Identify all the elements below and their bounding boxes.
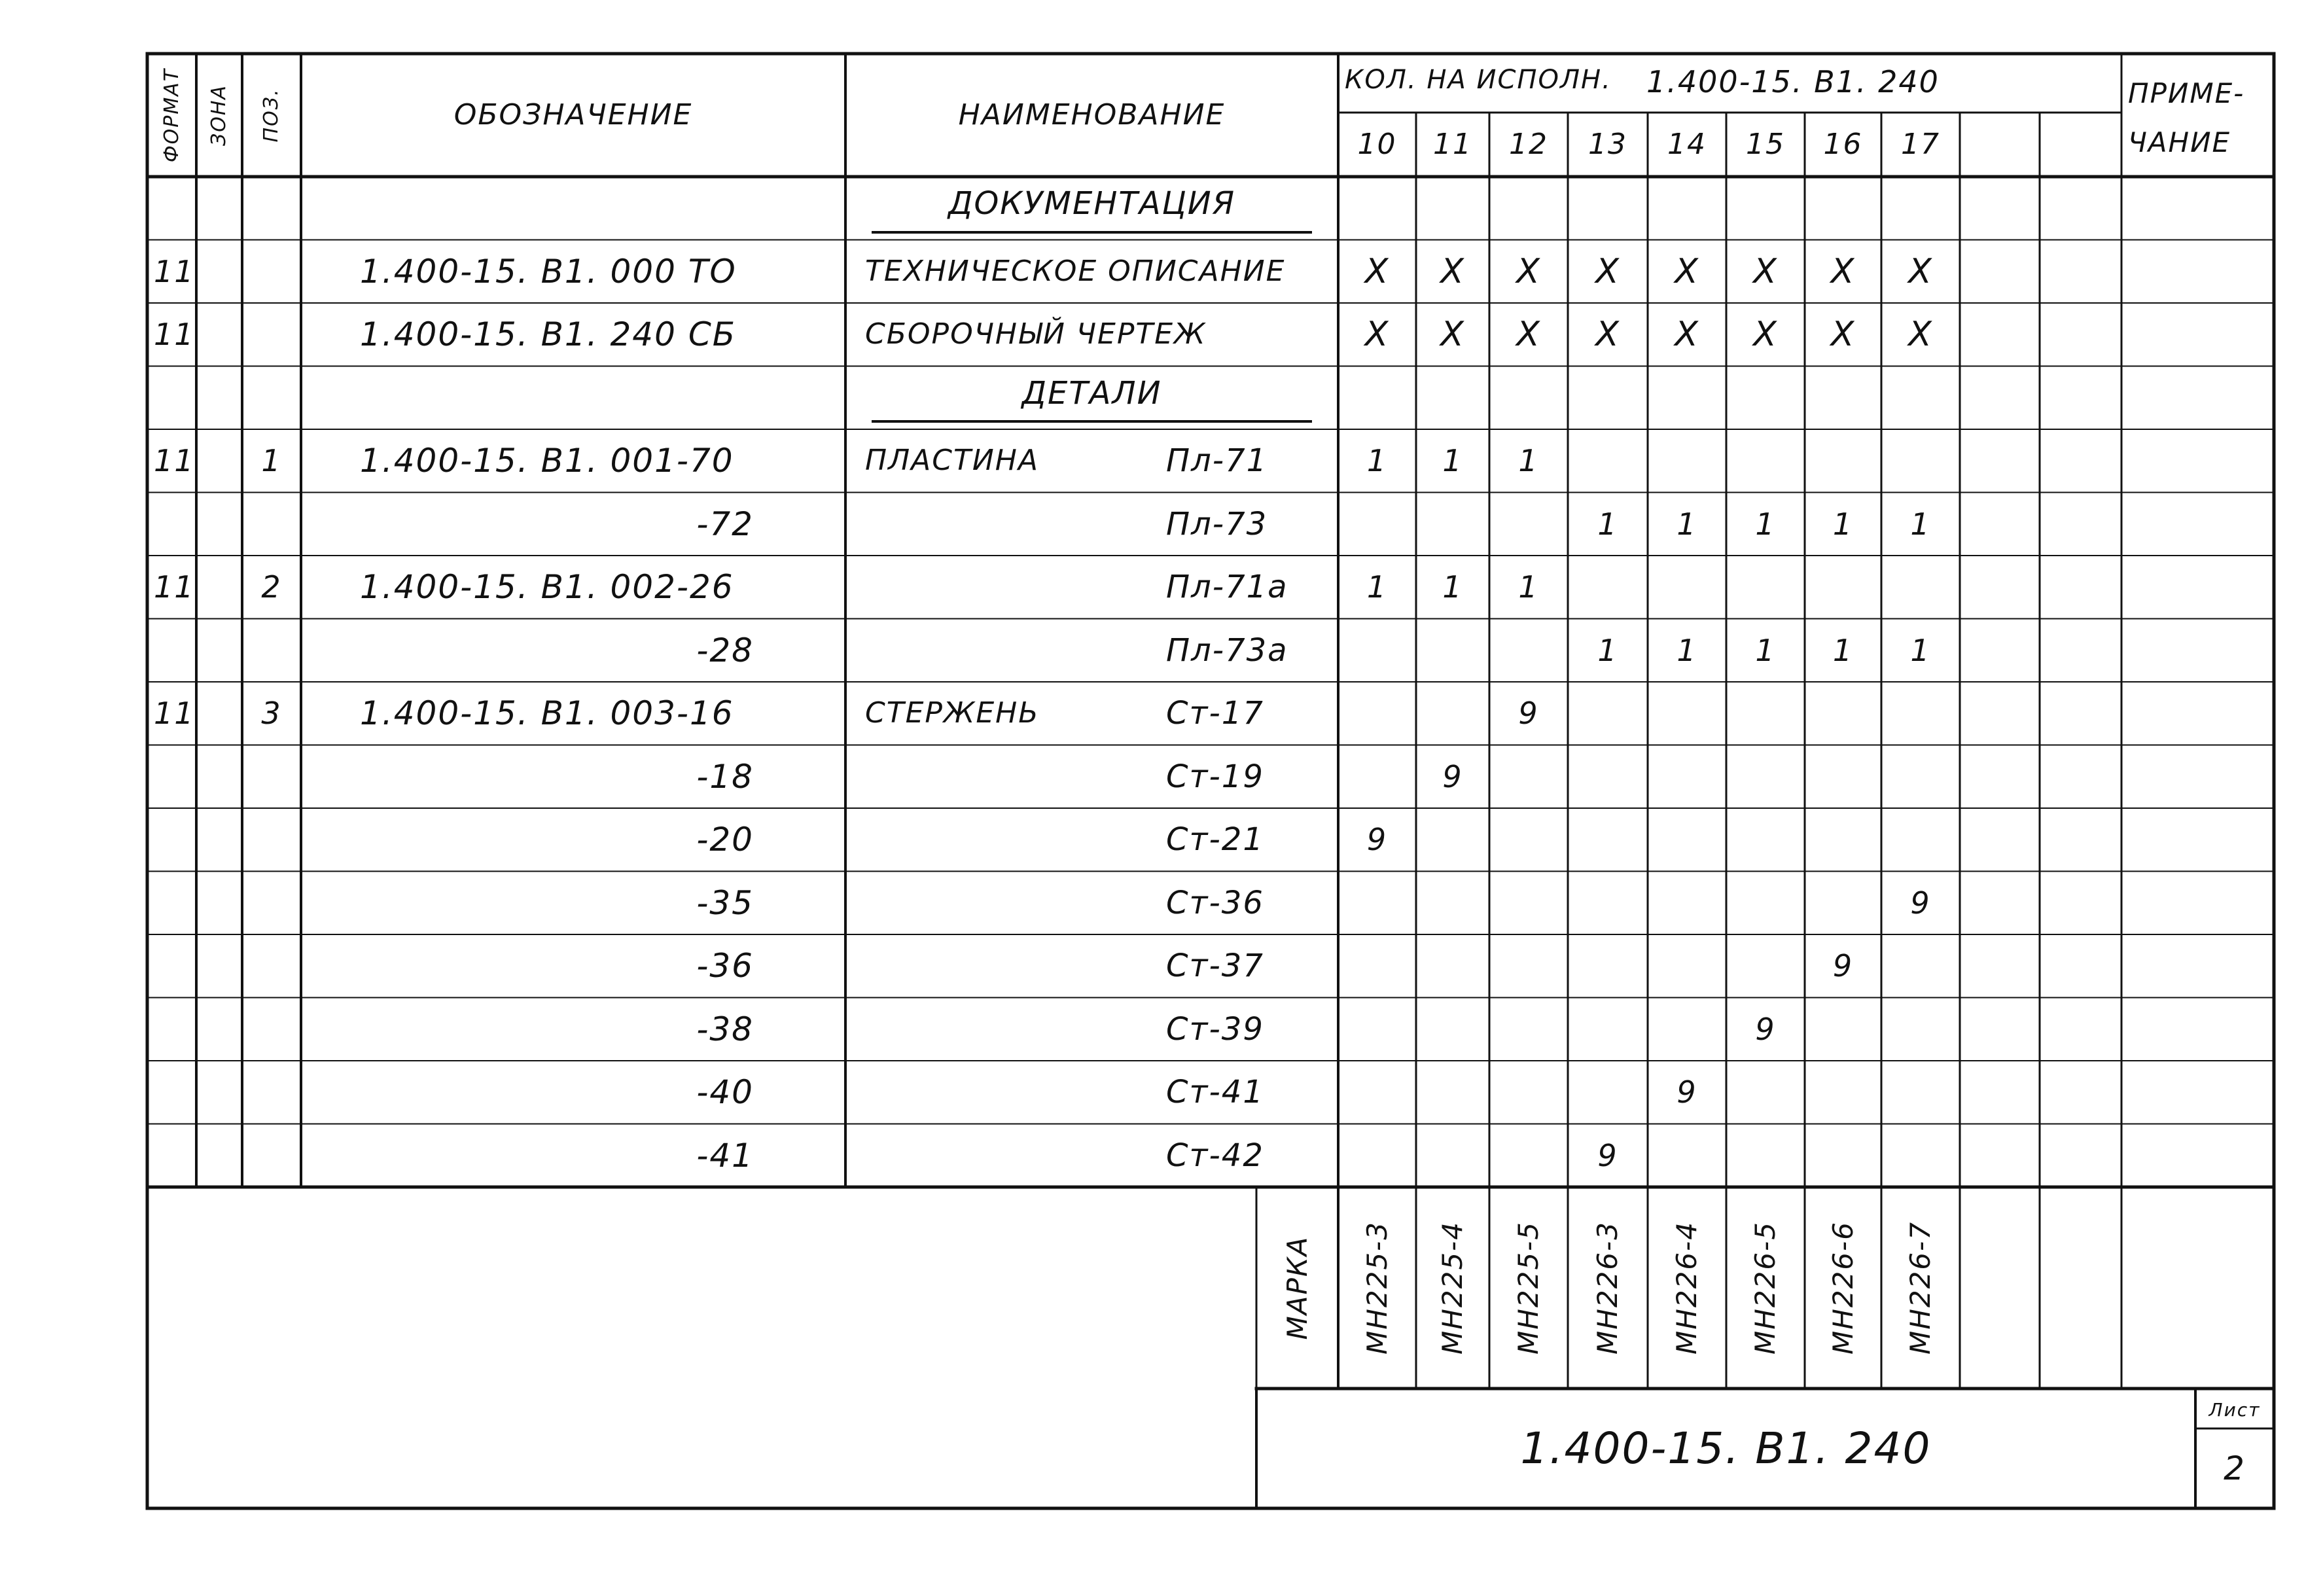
qty-cell: 1 (1442, 569, 1463, 605)
row-format: 11 (154, 253, 195, 289)
row-mark: Ст-41 (1166, 1074, 1264, 1110)
row-designation: 1.400-15. В1. 000 ТО (360, 252, 737, 291)
row-designation: 1.400-15. В1. 002-26 (360, 568, 734, 606)
qty-cell: 9 (1910, 885, 1931, 921)
row-designation: 1.400-15. В1. 001-70 (360, 442, 734, 480)
qty-cell: X (1675, 315, 1699, 354)
row-designation: -40 (696, 1073, 754, 1111)
mark-МН226-5: МН226-5 (1749, 1221, 1781, 1355)
qty-cell: 1 (1755, 632, 1776, 668)
header-variant-12: 12 (1509, 128, 1548, 161)
mark-МН226-3: МН226-3 (1591, 1221, 1623, 1355)
row-mark: Пл-73а (1166, 631, 1288, 669)
qty-cell: X (1908, 315, 1933, 354)
header-zone: ЗОНА (207, 84, 230, 146)
qty-cell: 1 (1442, 443, 1463, 478)
qty-cell: X (1908, 251, 1933, 291)
qty-cell: 9 (1366, 822, 1388, 857)
qty-cell: X (1516, 315, 1541, 354)
qty-cell: 1 (1366, 443, 1388, 478)
qty-cell: 1 (1676, 632, 1697, 668)
row-mark: Ст-42 (1166, 1137, 1264, 1174)
qty-cell: 1 (1755, 506, 1776, 542)
row-designation: -28 (696, 631, 754, 669)
row-format: 11 (154, 569, 195, 605)
qty-cell: X (1830, 315, 1856, 354)
header-variant-11: 11 (1433, 128, 1472, 161)
row-name: ТЕХНИЧЕСКОЕ ОПИСАНИЕ (865, 254, 1286, 288)
qty-cell: 1 (1910, 506, 1931, 542)
row-mark: Ст-17 (1166, 695, 1264, 732)
row-mark: Ст-21 (1166, 821, 1264, 858)
section-heading: ДОКУМЕНТАЦИЯ (872, 181, 1312, 234)
qty-cell: 1 (1910, 632, 1931, 668)
qty-cell: X (1753, 315, 1778, 354)
mark-МН225-5: МН225-5 (1512, 1221, 1544, 1355)
row-mark: Ст-37 (1166, 948, 1264, 984)
qty-cell: 1 (1518, 569, 1539, 605)
row-position: 1 (261, 443, 282, 478)
row-name: СБОРОЧНЫЙ ЧЕРТЕЖ (865, 317, 1207, 351)
row-designation: -72 (696, 505, 754, 543)
header-name: НАИМЕНОВАНИЕ (958, 98, 1226, 132)
qty-cell: X (1364, 315, 1390, 354)
marks-label: МАРКА (1281, 1235, 1313, 1340)
qty-cell: X (1753, 251, 1778, 291)
qty-cell: X (1595, 251, 1620, 291)
row-format: 11 (154, 317, 195, 352)
qty-cell: X (1364, 251, 1390, 291)
qty-cell: 9 (1755, 1011, 1776, 1047)
mark-МН226-4: МН226-4 (1671, 1221, 1703, 1355)
row-mark: Пл-71 (1166, 442, 1268, 479)
row-mark: Пл-71а (1166, 569, 1288, 605)
header-format: ФОРМАТ (160, 67, 183, 163)
row-name: СТЕРЖЕНЬ (865, 696, 1040, 730)
row-designation: -18 (696, 757, 754, 796)
row-format: 11 (154, 443, 195, 478)
header-variant-14: 14 (1667, 128, 1707, 161)
title-doc-number: 1.400-15. В1. 240 (1520, 1423, 1932, 1474)
qty-cell: X (1440, 315, 1465, 354)
qty-cell: X (1440, 251, 1465, 291)
header-designation: ОБОЗНАЧЕНИЕ (453, 98, 693, 132)
qty-cell: 9 (1676, 1074, 1697, 1110)
qty-cell: 9 (1518, 696, 1539, 731)
qty-cell: 1 (1832, 632, 1854, 668)
qty-cell: 1 (1597, 506, 1618, 542)
row-designation: -38 (696, 1010, 754, 1048)
qty-cell: 1 (1518, 443, 1539, 478)
qty-cell: 1 (1597, 632, 1618, 668)
mark-МН226-7: МН226-7 (1904, 1221, 1936, 1355)
header-variant-10: 10 (1357, 128, 1397, 161)
sheet-label: Лист (2208, 1399, 2261, 1421)
row-designation: 1.400-15. В1. 240 СБ (360, 315, 737, 353)
row-mark: Ст-39 (1166, 1010, 1264, 1048)
header-note: ПРИМЕ- (2128, 77, 2245, 109)
mark-МН225-3: МН225-3 (1360, 1221, 1393, 1355)
row-format: 11 (154, 696, 195, 731)
qty-cell: 1 (1366, 569, 1388, 605)
row-designation: -41 (696, 1136, 754, 1175)
header-variant-13: 13 (1588, 128, 1627, 161)
row-position: 2 (261, 569, 282, 605)
qty-cell: 1 (1676, 506, 1697, 542)
mark-МН225-4: МН225-4 (1436, 1221, 1468, 1355)
section-heading: ДЕТАЛИ (872, 370, 1312, 423)
header-pos: ПОЗ. (260, 88, 283, 143)
row-designation: -35 (696, 883, 754, 922)
row-mark: Ст-36 (1166, 884, 1264, 921)
header-qty-doc: 1.400-15. В1. 240 (1646, 64, 1940, 99)
header-variant-17: 17 (1901, 128, 1940, 161)
header-qty-title: КОЛ. НА ИСПОЛН. (1345, 65, 1612, 95)
qty-cell: X (1675, 251, 1699, 291)
mark-МН226-6: МН226-6 (1826, 1221, 1859, 1355)
row-designation: -36 (696, 947, 754, 985)
header-note: ЧАНИЕ (2128, 126, 2231, 158)
row-position: 3 (261, 696, 282, 731)
qty-cell: 9 (1597, 1137, 1618, 1173)
row-mark: Ст-19 (1166, 758, 1264, 795)
header-variant-15: 15 (1746, 128, 1785, 161)
qty-cell: X (1830, 251, 1856, 291)
qty-cell: 9 (1442, 758, 1463, 794)
row-designation: 1.400-15. В1. 003-16 (360, 694, 734, 732)
sheet-number: 2 (2224, 1449, 2246, 1487)
header-variant-16: 16 (1823, 128, 1863, 161)
row-mark: Пл-73 (1166, 505, 1268, 542)
qty-cell: X (1595, 315, 1620, 354)
row-name: ПЛАСТИНА (865, 444, 1039, 477)
qty-cell: 9 (1832, 948, 1854, 984)
row-designation: -20 (696, 821, 754, 859)
qty-cell: 1 (1832, 506, 1854, 542)
qty-cell: X (1516, 251, 1541, 291)
